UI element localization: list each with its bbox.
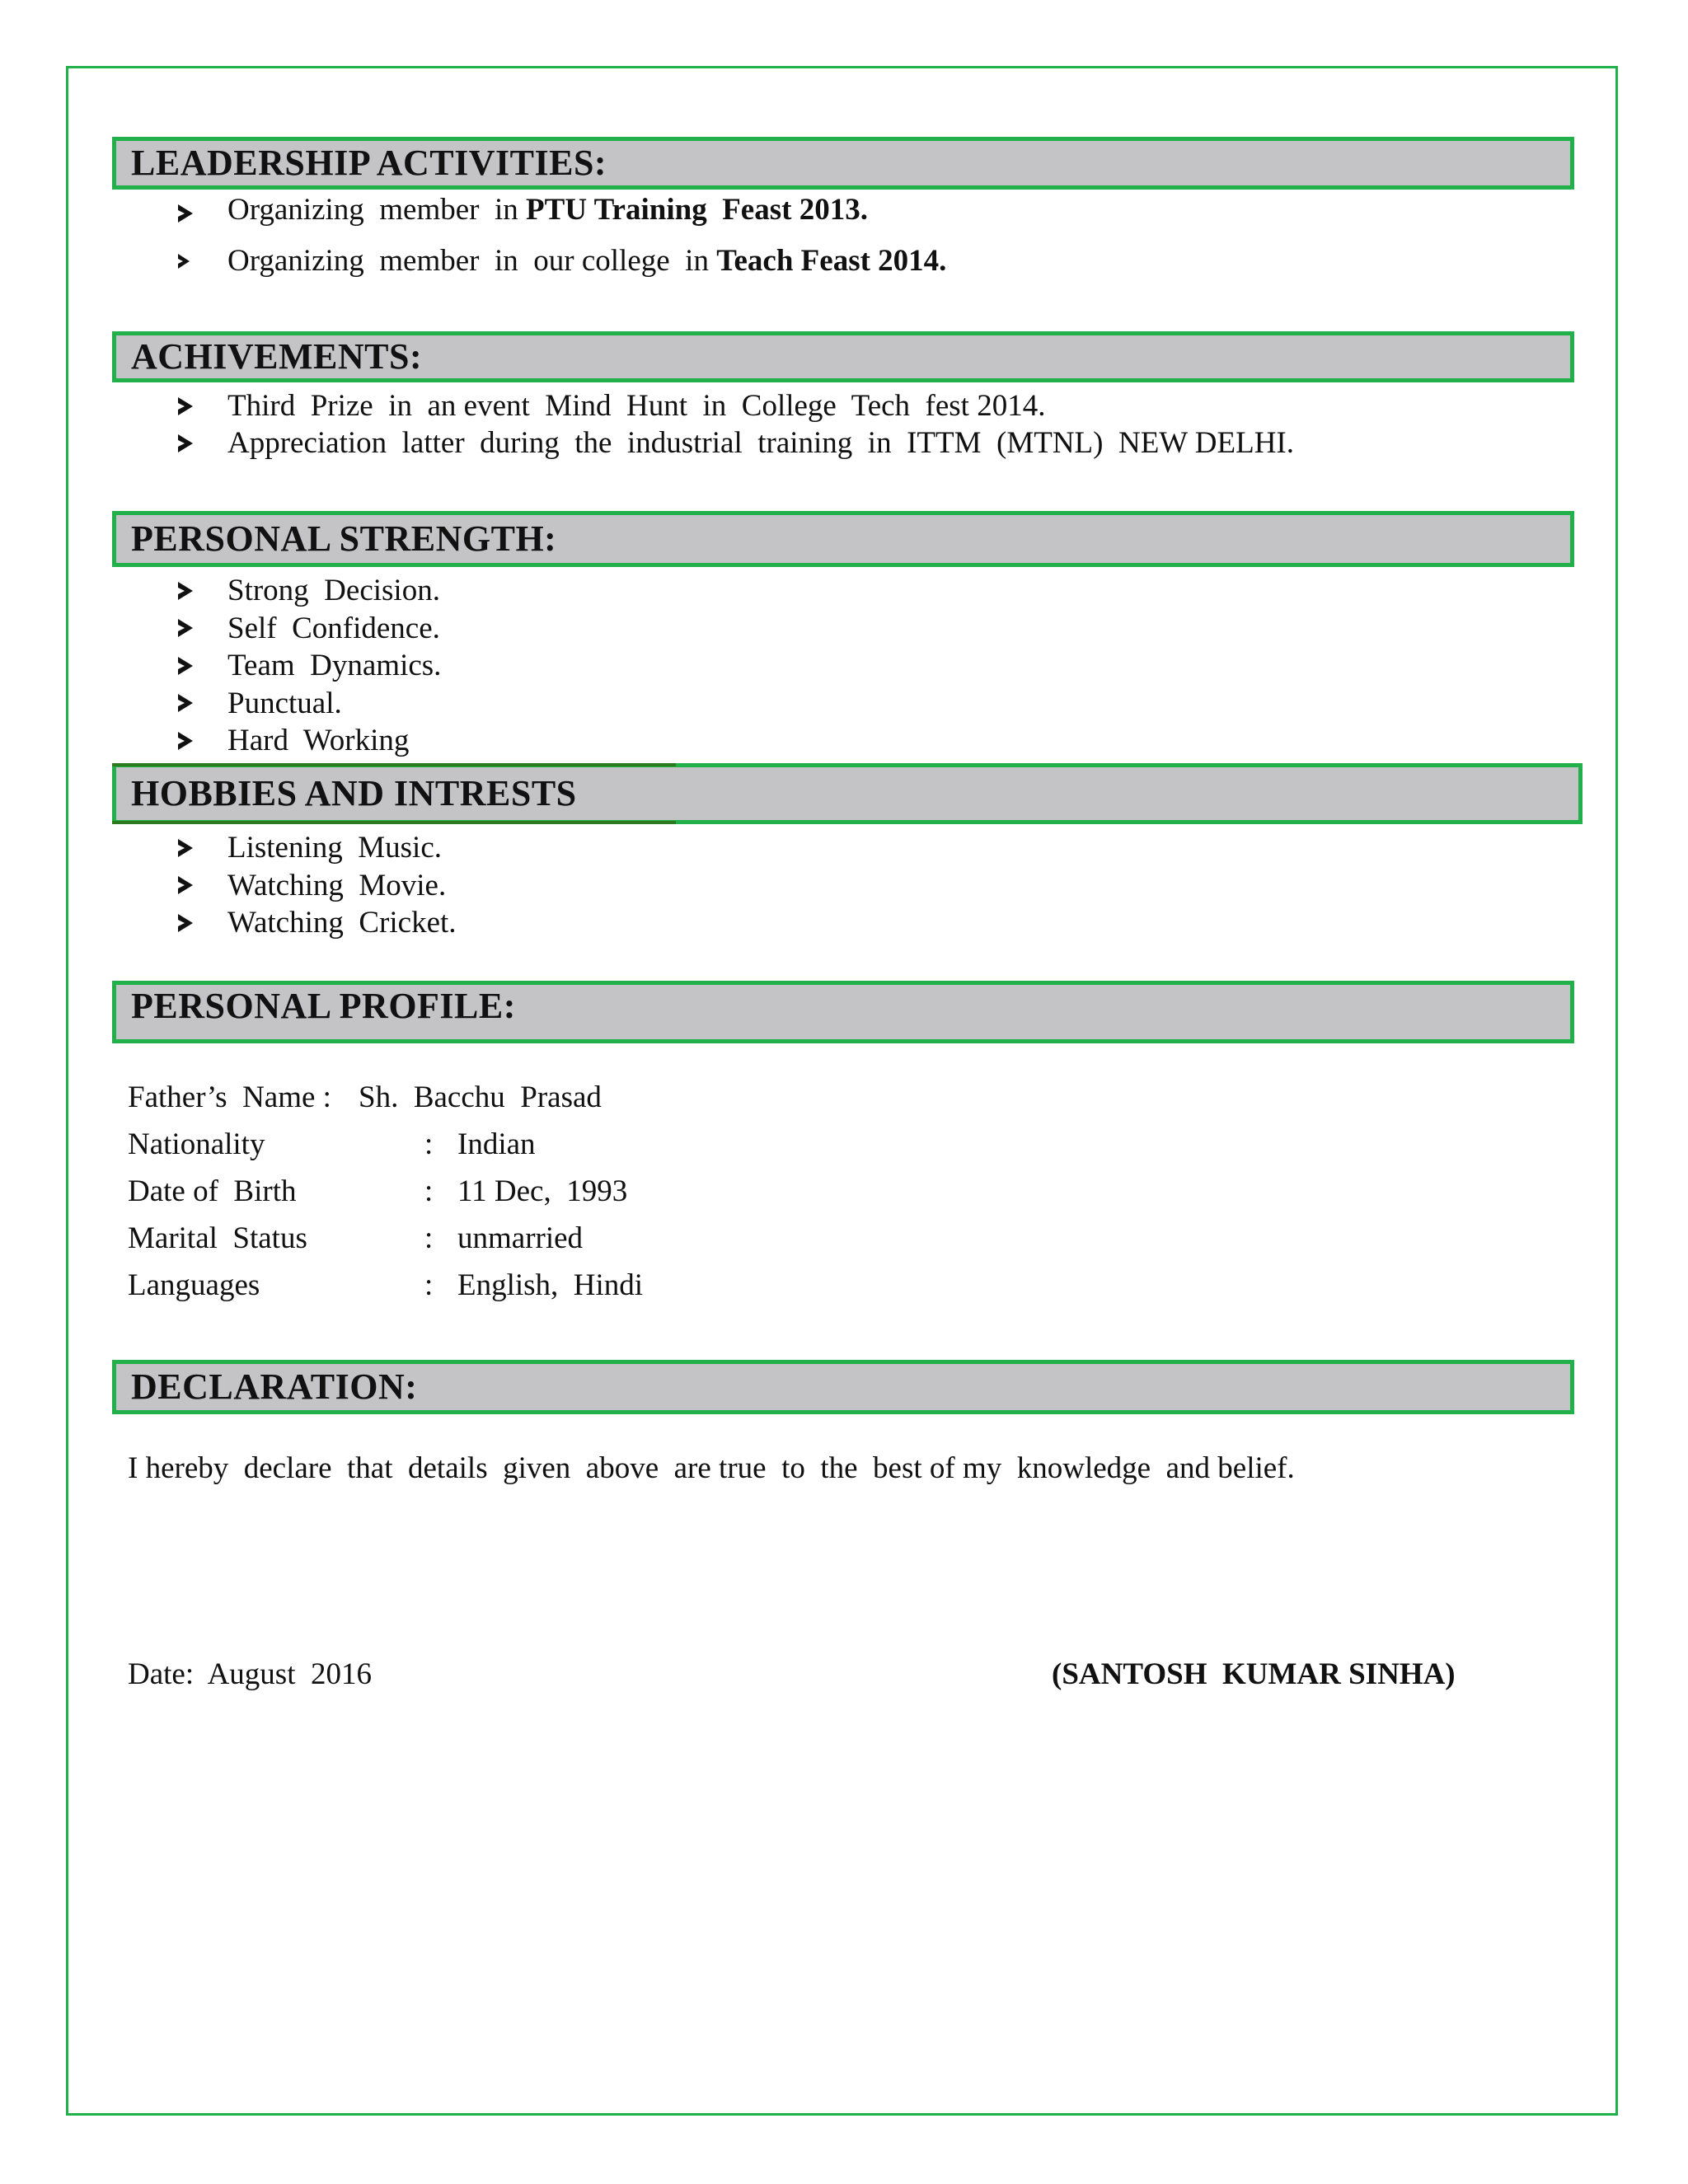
item-text: Team Dynamics. bbox=[227, 649, 442, 682]
profile-colon: : bbox=[424, 1127, 434, 1161]
leadership-list bbox=[173, 190, 946, 285]
list-item bbox=[173, 610, 441, 648]
section-header-achievements bbox=[112, 331, 1574, 382]
item-text: Listening Music. bbox=[227, 831, 443, 865]
arrow-bullet-icon bbox=[178, 657, 193, 675]
profile-value: English, Hindi bbox=[457, 1268, 644, 1302]
profile-value: 11 Dec, 1993 bbox=[457, 1174, 628, 1208]
list-item bbox=[173, 190, 946, 237]
profile-value: unmarried bbox=[457, 1221, 584, 1255]
list-item bbox=[173, 904, 457, 942]
list-item bbox=[173, 572, 441, 610]
declaration-date: Date: August 2016 bbox=[128, 1657, 372, 1691]
list-item bbox=[173, 237, 946, 285]
profile-label: Nationality bbox=[128, 1127, 265, 1161]
arrow-bullet-icon bbox=[178, 397, 193, 415]
list-item bbox=[173, 722, 441, 760]
list-item bbox=[173, 387, 1294, 424]
arrow-bullet-icon bbox=[178, 876, 193, 894]
section-header-leadership bbox=[112, 137, 1574, 190]
item-text: Strong Decision. bbox=[227, 574, 440, 607]
profile-label: Date of Birth bbox=[128, 1174, 297, 1208]
arrow-bullet-icon bbox=[178, 839, 193, 857]
section-title: LEADERSHIP ACTIVITIES: bbox=[131, 143, 607, 183]
item-text: Watching Movie. bbox=[227, 868, 447, 902]
arrow-bullet-icon bbox=[178, 732, 193, 750]
header-accent-line bbox=[112, 763, 676, 766]
list-item bbox=[173, 647, 441, 685]
arrow-bullet-icon bbox=[178, 254, 190, 269]
item-text: Punctual. bbox=[227, 686, 342, 720]
profile-label: Father’s Name : bbox=[128, 1080, 331, 1114]
section-header-profile bbox=[112, 981, 1574, 1043]
arrow-bullet-icon bbox=[178, 619, 193, 637]
profile-colon: : bbox=[424, 1174, 434, 1208]
item-text: Hard Working bbox=[227, 724, 410, 757]
arrow-bullet-icon bbox=[178, 914, 193, 932]
profile-value: Indian bbox=[457, 1127, 536, 1161]
profile-value: Sh. Bacchu Prasad bbox=[359, 1080, 602, 1114]
section-title: HOBBIES AND INTRESTS bbox=[131, 773, 577, 813]
section-header-declaration bbox=[112, 1360, 1574, 1414]
item-text: Watching Cricket. bbox=[227, 906, 457, 940]
section-title: PERSONAL STRENGTH: bbox=[131, 518, 557, 559]
achievements-list bbox=[173, 387, 1294, 462]
profile-label: Languages bbox=[128, 1268, 260, 1302]
item-text: Third Prize in an event Mind Hunt in College Tech fest 2014. bbox=[227, 389, 1046, 423]
arrow-bullet-icon bbox=[178, 582, 193, 600]
item-text: Self Confidence. bbox=[227, 611, 440, 645]
item-text: Appreciation latter during the industrial training in ITTM (MTNL) NEW DELHI. bbox=[227, 426, 1295, 460]
item-text: Organizing member in bbox=[227, 193, 527, 227]
list-item bbox=[173, 829, 457, 867]
section-title: PERSONAL PROFILE: bbox=[131, 986, 516, 1026]
arrow-bullet-icon bbox=[178, 434, 193, 452]
header-accent-line bbox=[112, 821, 676, 824]
arrow-bullet-icon bbox=[178, 694, 193, 712]
hobbies-list bbox=[173, 829, 457, 942]
strength-list bbox=[173, 572, 441, 760]
signature-name: (SANTOSH KUMAR SINHA) bbox=[1052, 1657, 1456, 1691]
profile-label: Marital Status bbox=[128, 1221, 307, 1255]
item-bold-text: Teach Feast 2014. bbox=[716, 244, 947, 278]
arrow-bullet-icon bbox=[178, 204, 193, 223]
profile-colon: : bbox=[424, 1268, 434, 1302]
section-title: DECLARATION: bbox=[131, 1366, 418, 1407]
declaration-text: I hereby declare that details given above are true to the best of my knowledge and belief. bbox=[128, 1451, 1295, 1485]
section-header-hobbies bbox=[112, 763, 1582, 824]
item-text: Organizing member in our college in bbox=[227, 244, 717, 278]
section-header-strength bbox=[112, 511, 1574, 567]
list-item bbox=[173, 424, 1294, 462]
profile-colon: : bbox=[424, 1221, 434, 1255]
section-title: ACHIVEMENTS: bbox=[131, 336, 423, 377]
list-item bbox=[173, 867, 457, 905]
list-item bbox=[173, 685, 441, 723]
item-bold-text: PTU Training Feast 2013. bbox=[526, 193, 868, 227]
